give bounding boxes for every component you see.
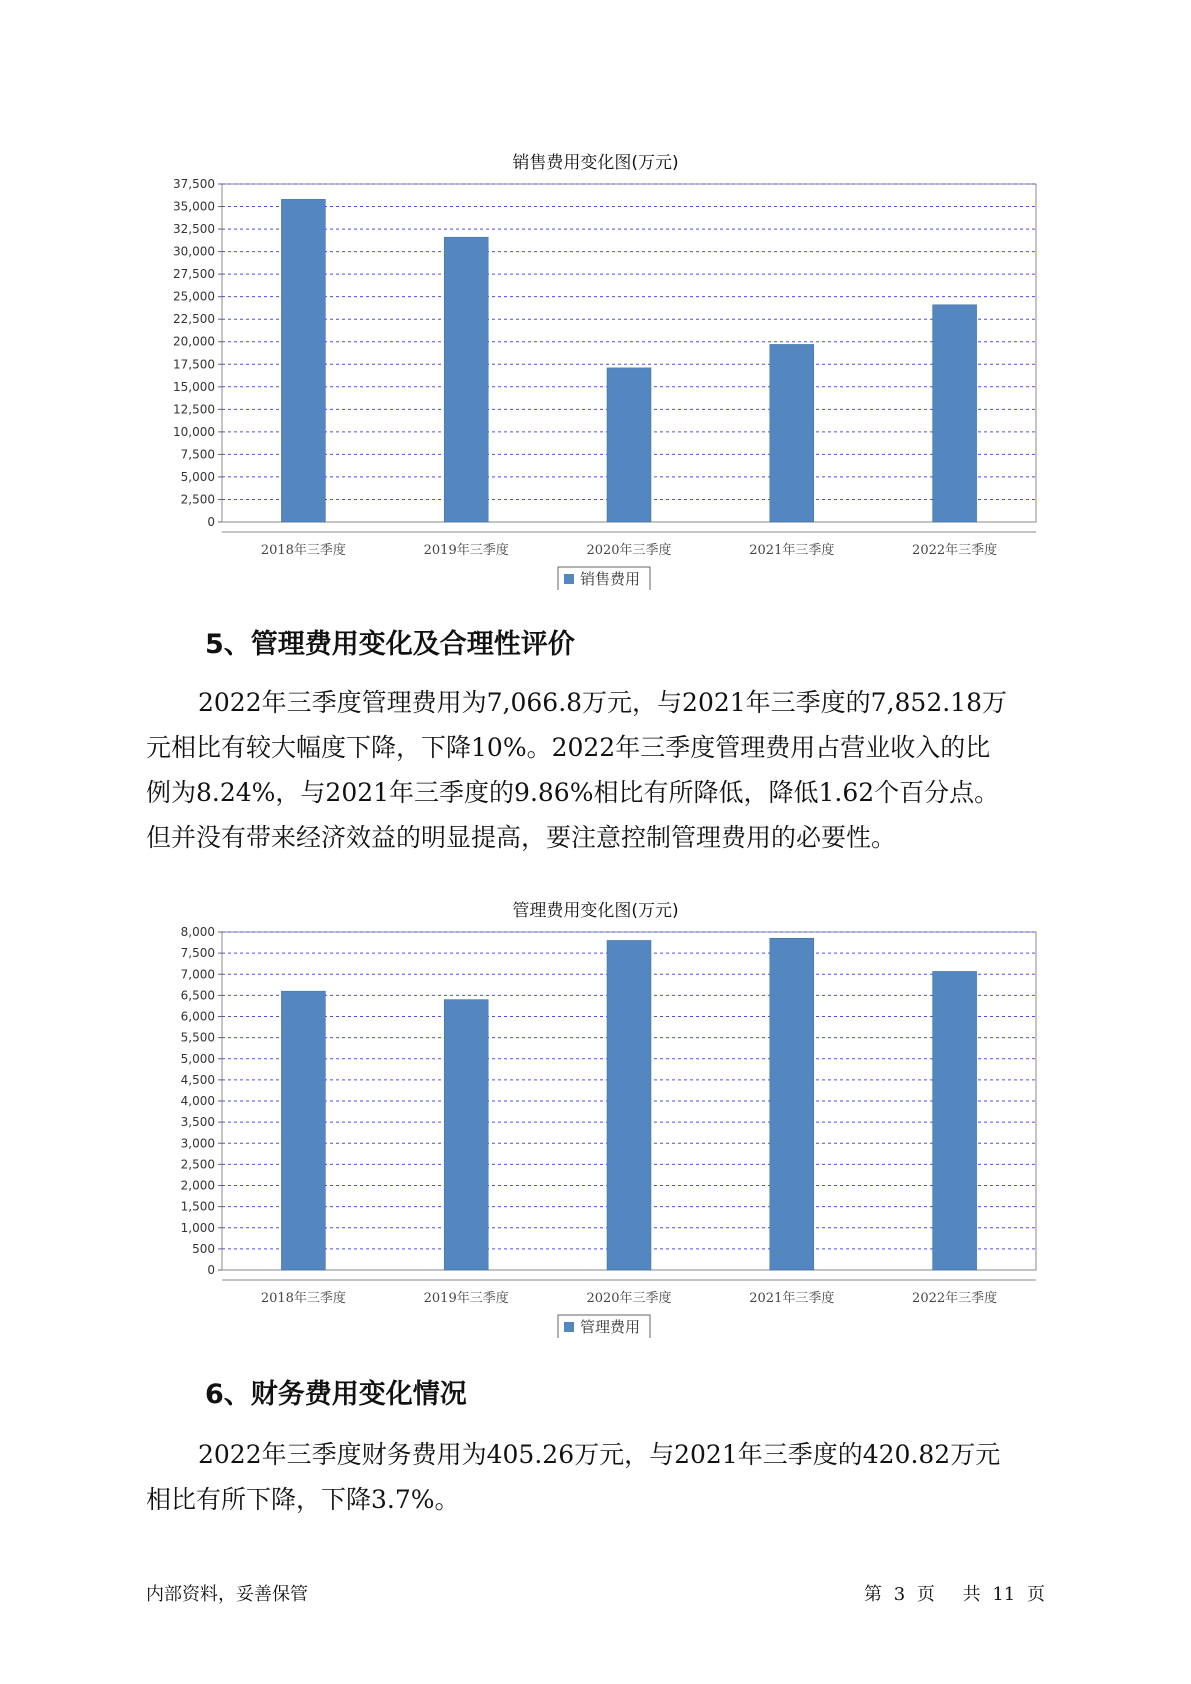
chart2-xtick-label: 2020年三季度 [586,1291,672,1306]
chart1-ytick-label: 20,000 [173,334,215,349]
chart1-ytick-label: 35,000 [173,199,215,214]
chart2-xtick-label: 2022年三季度 [912,1291,998,1306]
section6-line-1: 2022年三季度财务费用为405.26万元，与2021年三季度的420.82万元 [198,1440,1001,1469]
section6-paragraph [146,1432,1066,1522]
section5-heading: 5、管理费用变化及合理性评价 [205,629,575,660]
chart2-bar [281,991,325,1270]
chart2-ytick-label: 2,500 [180,1157,215,1172]
chart1-legend-label: 销售费用 [580,570,641,588]
chart2-legend-swatch [564,1322,574,1332]
chart1-ytick-label: 17,500 [173,357,215,372]
chart1-title: 销售费用变化图(万元) [512,153,679,173]
management-expense-chart [0,918,1191,1338]
chart2-ytick-label: 5,000 [180,1051,215,1066]
chart1-ytick-label: 5,000 [180,469,215,484]
chart1-xtick-label: 2020年三季度 [586,543,672,558]
chart1-ytick-label: 37,500 [173,177,215,191]
chart1-ytick-label: 15,000 [173,379,215,394]
chart1-xtick-label: 2018年三季度 [260,543,346,558]
chart2-bar [444,1000,488,1270]
chart2-bar [770,938,814,1270]
sales-expense-chart [0,170,1191,590]
page-number: 3 [893,1584,906,1605]
section5-line-1: 2022年三季度管理费用为7,066.8万元，与2021年三季度的7,852.18万 [198,688,1007,717]
section5-line-2: 元相比有较大幅度下降，下降10%。2022年三季度管理费用占营业收入的比 [146,733,991,762]
chart1-bar [770,344,814,522]
chart1-ytick-label: 12,500 [173,402,215,417]
chart1-xtick-label: 2021年三季度 [749,543,835,558]
chart2-ytick-label: 500 [192,1241,215,1256]
chart1-ytick-label: 0 [207,515,215,529]
chart2-ytick-label: 7,500 [180,946,215,961]
chart2-ytick-label: 4,500 [180,1072,215,1087]
total-label-2: 页 [1027,1584,1045,1605]
chart2-ytick-label: 1,000 [180,1220,215,1235]
total-label-1: 共 [962,1584,981,1605]
chart2-ytick-label: 4,000 [180,1094,215,1108]
section6-line-2: 相比有所下降，下降3.7%。 [146,1485,460,1514]
chart2-xtick-label: 2019年三季度 [423,1291,509,1306]
section5-paragraph [146,680,1066,860]
chart2-ytick-label: 7,000 [180,967,215,982]
chart1-bar [444,237,488,522]
chart2-ytick-label: 8,000 [180,925,215,939]
section5-line-3: 例为8.24%，与2021年三季度的9.86%相比有所降低，降低1.62个百分点。 [146,778,1000,807]
chart1-ytick-label: 7,500 [180,447,215,462]
total-pages: 11 [992,1584,1016,1605]
chart2-ytick-label: 5,500 [180,1030,215,1045]
chart1-ytick-label: 25,000 [173,289,215,304]
chart2-xtick-label: 2021年三季度 [749,1291,835,1306]
chart2-ytick-label: 3,000 [180,1136,215,1151]
chart2-ytick-label: 0 [207,1263,215,1277]
chart2-ytick-label: 3,500 [180,1115,215,1130]
chart2-bar [933,971,977,1270]
chart1-bar [933,305,977,522]
chart1-ytick-label: 10,000 [173,424,215,439]
chart1-ytick-label: 22,500 [173,312,215,327]
chart1-ytick-label: 30,000 [173,244,215,259]
chart2-ytick-label: 6,500 [180,988,215,1003]
chart2-bar [607,940,651,1270]
chart1-bar [607,368,651,522]
chart2-title: 管理费用变化图(万元) [512,901,679,921]
chart2-legend-label: 管理费用 [580,1318,641,1336]
footer-confidential: 内部资料，妥善保管 [146,1584,308,1605]
footer-page-info [858,1580,1045,1606]
chart1-xtick-label: 2019年三季度 [423,543,509,558]
chart2-ytick-label: 2,000 [180,1178,215,1193]
chart2-ytick-label: 1,500 [180,1199,215,1214]
page-label-2: 页 [916,1584,935,1605]
chart1-ytick-label: 2,500 [180,492,215,507]
section5-line-4: 但并没有带来经济效益的明显提高，要注意控制管理费用的必要性。 [146,823,897,852]
page-label-1: 第 [863,1584,882,1605]
chart1-ytick-label: 32,500 [173,222,215,237]
section6-heading: 6、财务费用变化情况 [205,1379,467,1410]
chart1-ytick-label: 27,500 [173,267,215,282]
chart2-xtick-label: 2018年三季度 [260,1291,346,1306]
chart1-legend-swatch [564,574,574,584]
chart1-bar [281,199,325,522]
chart1-xtick-label: 2022年三季度 [912,543,998,558]
chart2-ytick-label: 6,000 [180,1009,215,1024]
